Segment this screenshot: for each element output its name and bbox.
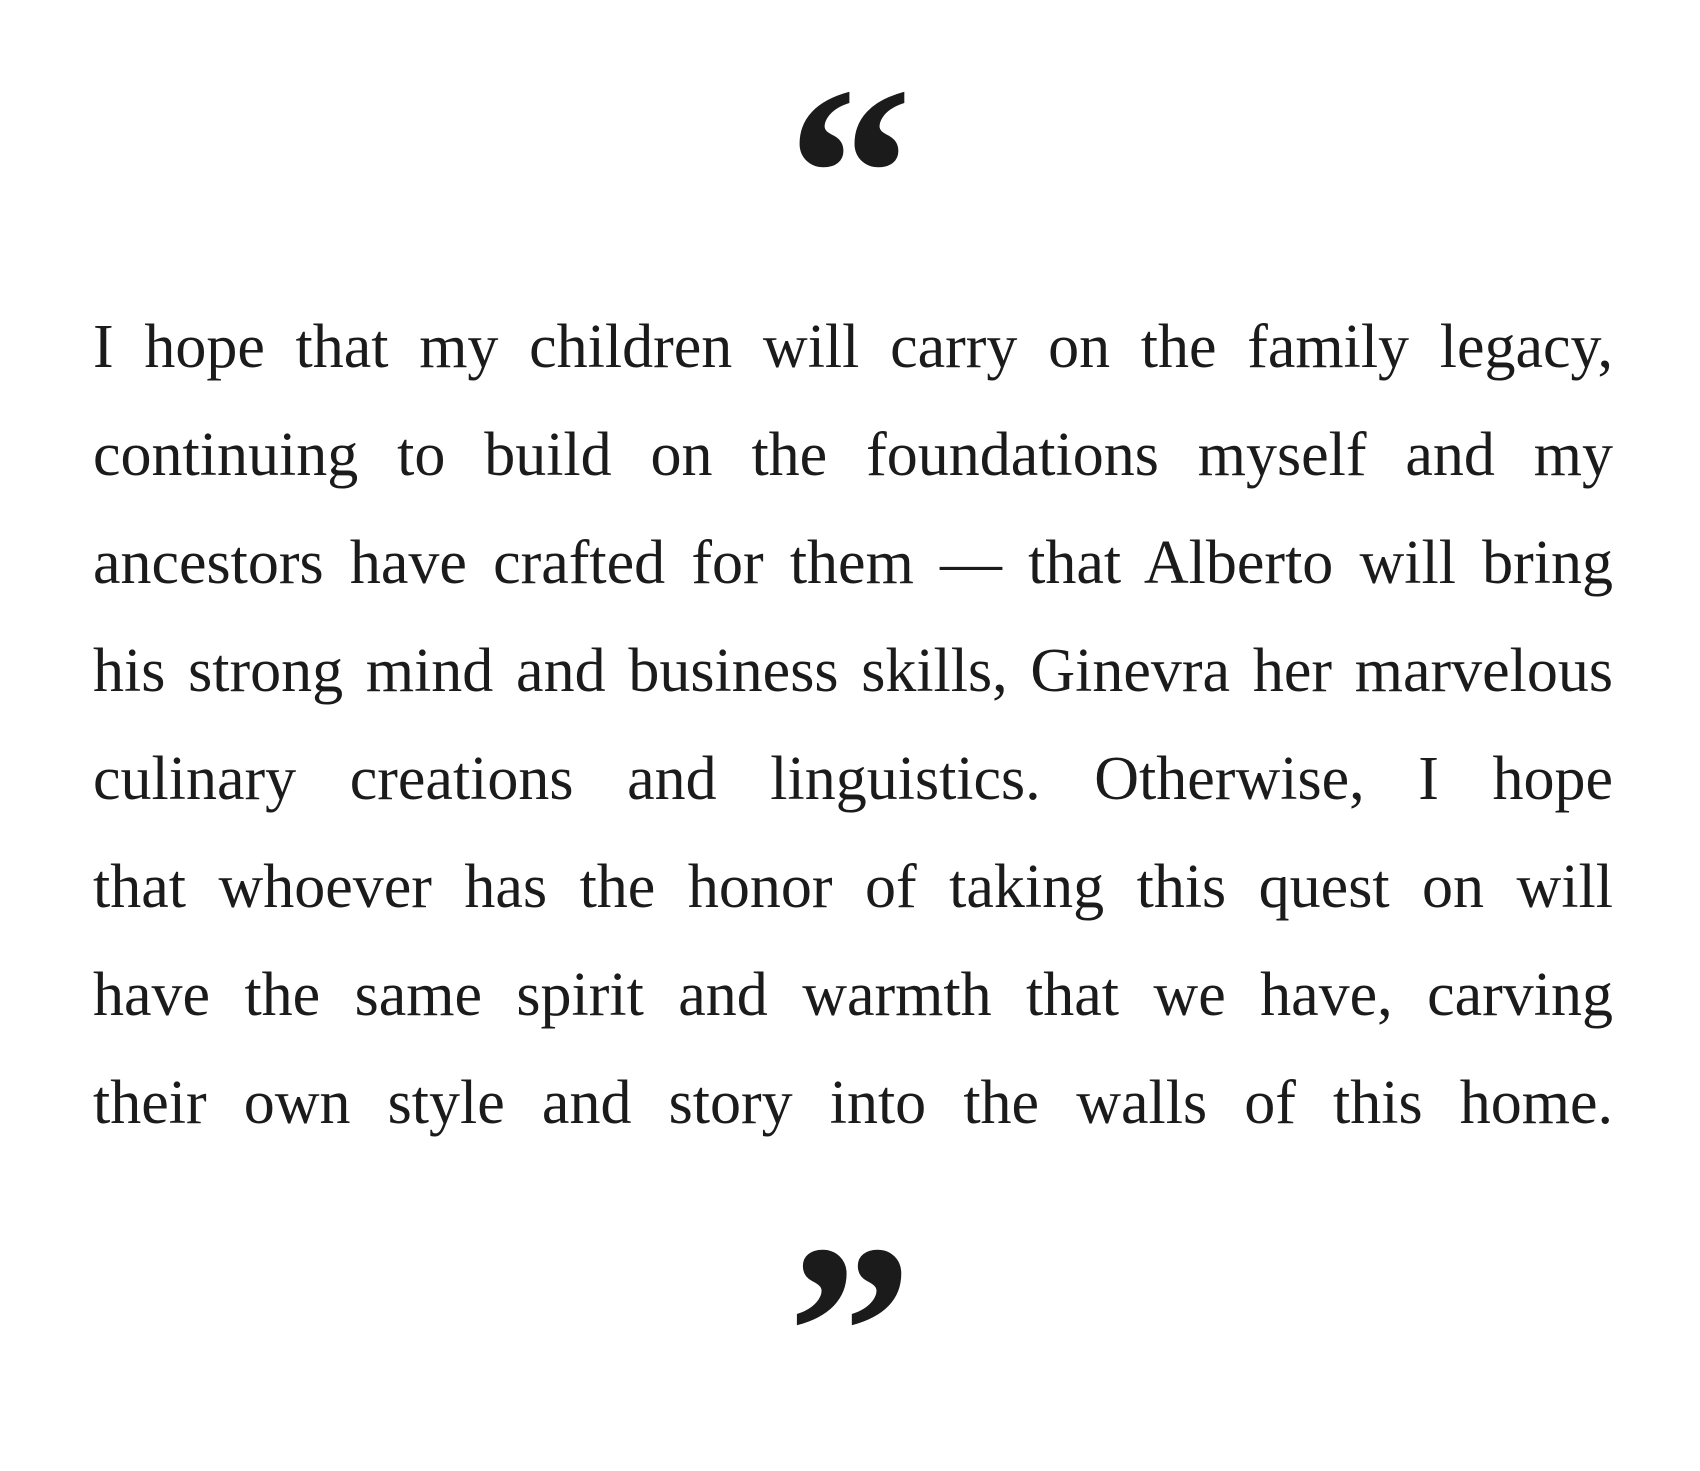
quote-line-5: culinary creations and linguistics. Otherwise, I hope (93, 745, 1613, 813)
quote-line-1: I hope that my children will carry on the family legacy, (93, 313, 1613, 381)
quote-line-3: ancestors have crafted for them — that Alberto will bring (93, 529, 1613, 597)
quote-line-8: their own style and story into the walls of this home. (93, 1069, 1613, 1137)
quote-line-6: that whoever has the honor of taking this quest on will (93, 853, 1613, 921)
quote-line-2: continuing to build on the foundations myself and my (93, 421, 1613, 489)
quote-line-4: his strong mind and business skills, Ginevra her marvelous (93, 637, 1613, 705)
quote-line-7: have the same spirit and warmth that we have, carving (93, 961, 1613, 1029)
quote-text (93, 293, 1613, 1157)
close-quote-mark: ” (787, 1194, 913, 1471)
open-quote-mark: “ (787, 36, 913, 313)
